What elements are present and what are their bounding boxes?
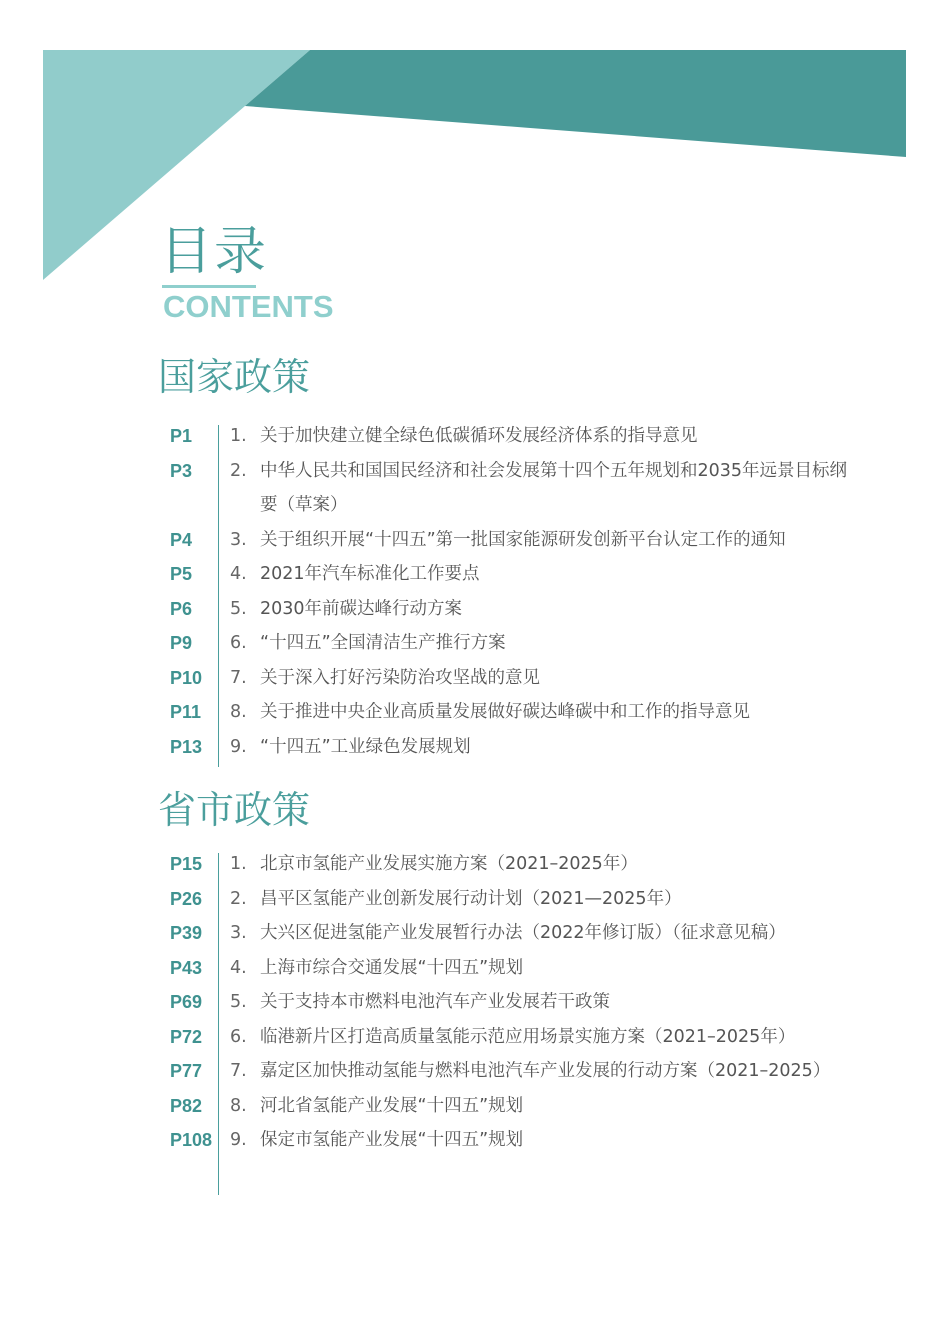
toc-entry[interactable] xyxy=(160,419,860,454)
entry-title: “十四五”全国清洁生产推行方案 xyxy=(260,633,506,653)
entry-title: 2030年前碳达峰行动方案 xyxy=(260,598,463,619)
page-number: P4 xyxy=(170,529,193,550)
toc-entry[interactable] xyxy=(160,1089,860,1124)
toc-provincial xyxy=(160,847,860,1158)
entry-number: 3. xyxy=(230,529,247,550)
toc-entry[interactable] xyxy=(160,661,860,696)
toc-entry[interactable] xyxy=(160,847,860,882)
page-number: P11 xyxy=(170,702,202,722)
entry-number: 9. xyxy=(230,1130,247,1150)
toc-entry[interactable] xyxy=(160,523,860,558)
toc-national xyxy=(160,419,860,764)
entry-title: 昌平区氢能产业创新发展行动计划（2021—2025年） xyxy=(260,888,682,909)
page-number: P10 xyxy=(170,667,203,688)
page-number: P5 xyxy=(170,564,193,584)
entry-title: 关于支持本市燃料电池汽车产业发展若干政策 xyxy=(260,992,610,1012)
entry-title: “十四五”工业绿色发展规划 xyxy=(260,736,471,757)
entry-number: 2. xyxy=(230,460,247,481)
page-number: P82 xyxy=(170,1095,203,1116)
page-number: P77 xyxy=(170,1061,203,1081)
page-number: P3 xyxy=(170,460,193,481)
entry-number: 9. xyxy=(230,736,247,757)
entry-number: 1. xyxy=(230,854,247,874)
toc-entry[interactable] xyxy=(160,730,860,765)
entry-title: 大兴区促进氢能产业发展暂行办法（2022年修订版）（征求意见稿） xyxy=(260,923,786,943)
toc-entry[interactable] xyxy=(160,592,860,627)
toc-entry[interactable] xyxy=(160,916,860,951)
page-number: P26 xyxy=(170,888,203,909)
entry-number: 2. xyxy=(230,888,247,909)
section-title-national: 国家政策 xyxy=(158,355,311,399)
entry-title: 关于加快建立健全绿色低碳循环发展经济体系的指导意见 xyxy=(260,426,698,446)
entry-number: 6. xyxy=(230,1026,247,1047)
page-number: P15 xyxy=(170,854,203,874)
entry-number: 6. xyxy=(230,633,247,653)
toc-entry[interactable] xyxy=(160,1123,860,1158)
toc-entry[interactable] xyxy=(160,626,860,661)
toc-entry[interactable] xyxy=(160,1020,860,1055)
toc-entry[interactable] xyxy=(160,695,860,730)
entry-title: 河北省氢能产业发展“十四五”规划 xyxy=(260,1095,524,1116)
entry-title: 关于组织开展“十四五”第一批国家能源研发创新平台认定工作的通知 xyxy=(260,529,786,550)
entry-number: 5. xyxy=(230,992,247,1012)
entry-title: 中华人民共和国国民经济和社会发展第十四个五年规划和2035年远景目标纲要（草案） xyxy=(260,460,848,515)
entry-number: 8. xyxy=(230,702,247,722)
header-banner xyxy=(0,0,950,300)
entry-number: 7. xyxy=(230,1061,247,1081)
page-number: P1 xyxy=(170,426,193,446)
entry-title: 保定市氢能产业发展“十四五”规划 xyxy=(260,1130,524,1150)
title-divider xyxy=(162,285,256,288)
entry-number: 1. xyxy=(230,426,247,446)
page-number: P72 xyxy=(170,1026,203,1047)
page-number: P13 xyxy=(170,736,203,757)
toc-entry[interactable] xyxy=(160,951,860,986)
section-title-provincial: 省市政策 xyxy=(158,788,311,832)
entry-title: 关于推进中央企业高质量发展做好碳达峰碳中和工作的指导意见 xyxy=(260,702,750,722)
entry-number: 3. xyxy=(230,923,247,943)
entry-number: 7. xyxy=(230,667,247,688)
entry-number: 4. xyxy=(230,564,247,584)
entry-title: 关于深入打好污染防治攻坚战的意见 xyxy=(260,667,540,688)
page-subtitle: CONTENTS xyxy=(163,289,334,324)
page-number: P6 xyxy=(170,598,193,619)
toc-entry[interactable] xyxy=(160,454,860,523)
toc-entry[interactable] xyxy=(160,557,860,592)
page-number: P9 xyxy=(170,633,193,653)
toc-entry[interactable] xyxy=(160,985,860,1020)
entry-title: 上海市综合交通发展“十四五”规划 xyxy=(260,957,524,978)
toc-entry[interactable] xyxy=(160,882,860,917)
page-number: P43 xyxy=(170,957,203,978)
entry-title: 北京市氢能产业发展实施方案（2021–2025年） xyxy=(260,854,638,874)
banner-dark-band xyxy=(245,50,906,157)
page-number: P69 xyxy=(170,992,203,1012)
page-title: 目录 xyxy=(160,222,269,282)
entry-number: 8. xyxy=(230,1095,247,1116)
entry-title: 临港新片区打造高质量氢能示范应用场景实施方案（2021–2025年） xyxy=(260,1026,796,1047)
entry-title: 嘉定区加快推动氢能与燃料电池汽车产业发展的行动方案（2021–2025） xyxy=(260,1061,831,1081)
entry-number: 4. xyxy=(230,957,247,978)
entry-title: 2021年汽车标准化工作要点 xyxy=(260,564,480,584)
toc-entry[interactable] xyxy=(160,1054,860,1089)
entry-number: 5. xyxy=(230,598,247,619)
page-number: P39 xyxy=(170,923,203,943)
page-number: P108 xyxy=(170,1130,213,1150)
